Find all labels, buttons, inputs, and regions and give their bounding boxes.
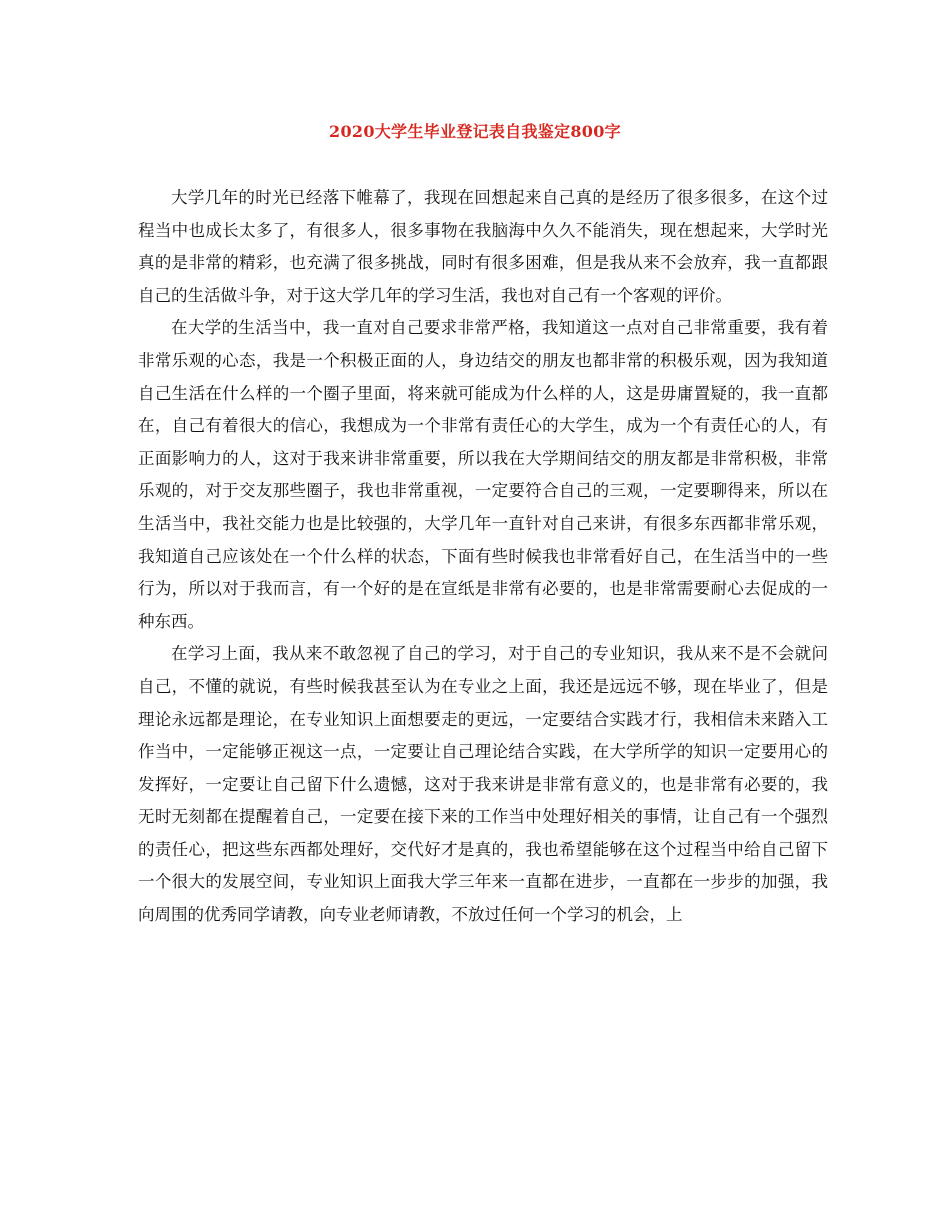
body-paragraph: 大学几年的时光已经落下帷幕了，我现在回想起来自己真的是经历了很多很多，在这个过程当中也成长太多了，有很多人，很多事物在我脑海中久久不能消失，现在想起来，大学时光真的是非常的精彩，也充满了很多挑战，同时有很多困难，但是我从来不会放弃，我一直都跟自己的生活做斗争，对于这大学几年的学习生活，我也对自己有一个客观的评价。 xyxy=(138,188,828,305)
document-body xyxy=(138,182,828,932)
body-paragraph: 在学习上面，我从来不敢忽视了自己的学习，对于自己的专业知识，我从来不是不会就问自己，不懂的就说，有些时候我甚至认为在专业之上面，我还是远远不够，现在毕业了，但是理论永远都是理论，在专业知识上面想要走的更远，一定要结合实践才行，我相信未来踏入工作当中，一定能够正视这一点，一定要让自己理论结合实践，在大学所学的知识一定要用心的发挥好，一定要让自己留下什么遗憾，这对于我来讲是非常有意义的，也是非常有必要的，我无时无刻都在提醒着自己，一定要在接下来的工作当中处理好相关的事情，让自己有一个强烈的责任心，把这些东西都处理好，交代好才是真的，我也希望能够在这个过程当中给自己留下一个很大的发展空间，专业知识上面我大学三年来一直都在进步，一直都在一步步的加强，我向周围的优秀同学请教，向专业老师请教，不放过任何一个学习的机会，上 xyxy=(138,644,828,925)
document-title: 2020大学生毕业登记表自我鉴定800字 xyxy=(329,122,621,141)
body-paragraph: 在大学的生活当中，我一直对自己要求非常严格，我知道这一点对自己非常重要，我有着非常乐观的心态，我是一个积极正面的人，身边结交的朋友也都非常的积极乐观，因为我知道自己生活在什么样的一个圈子里面，将来就可能成为什么样的人，这是毋庸置疑的，我一直都在，自己有着很大的信心，我想成为一个非常有责任心的大学生，成为一个有责任心的人，有正面影响力的人，这对于我来讲非常重要，所以我在大学期间结交的朋友都是非常积极，非常乐观的，对于交友那些圈子，我也非常重视，一定要符合自己的三观，一定要聊得来，所以在生活当中，我社交能力也是比较强的，大学几年一直针对自己来讲，有很多东西都非常乐观，我知道自己应该处在一个什么样的状态，下面有些时候我也非常看好自己，在生活当中的一些行为，所以对于我而言，有一个好的是在宣纸是非常有必要的，也是非常需要耐心去促成的一种东西。 xyxy=(138,318,828,631)
